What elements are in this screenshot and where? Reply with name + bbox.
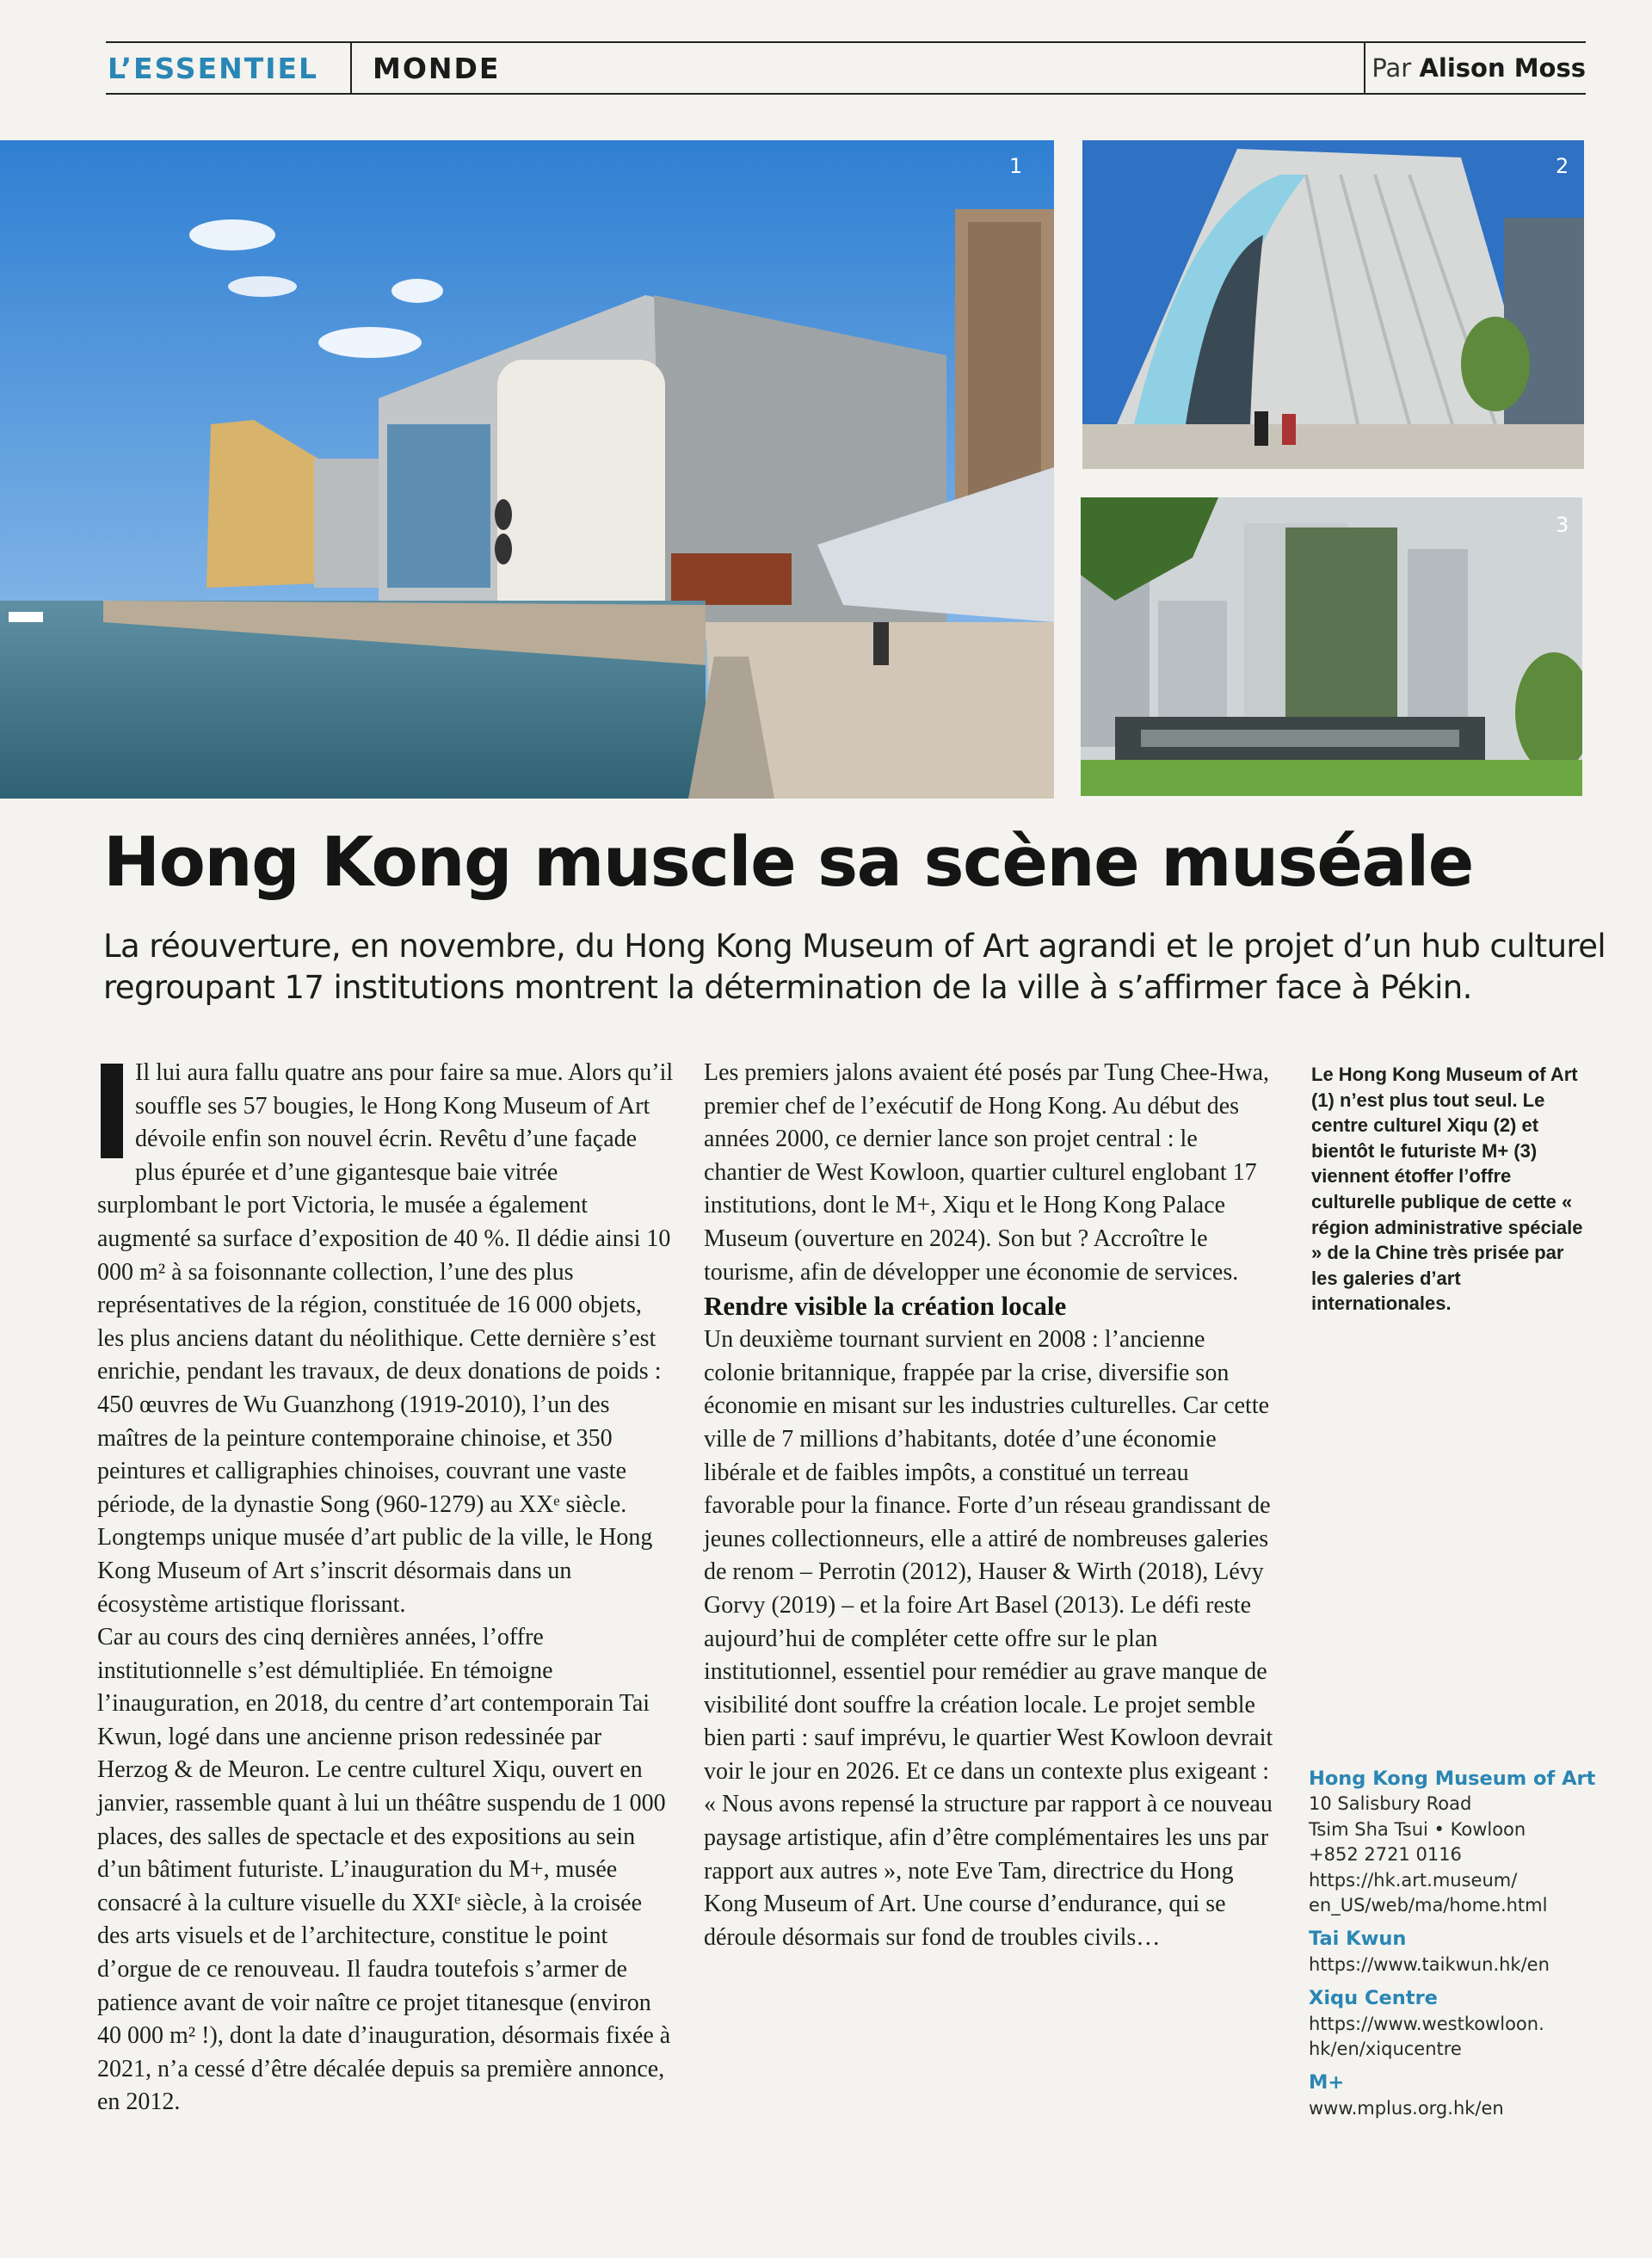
byline xyxy=(1372,53,1586,83)
photo-caption: Le Hong Kong Museum of Art (1) n’est plus tout seul. Le centre culturel Xiqu (2) et bientôt le futuriste M+ (3) viennent étoffer l’offre culturelle publique de cette « région administrative spéciale » de la Chine très prisée par les galeries d’art internationales. xyxy=(1311,1064,1583,1315)
info-address: Tsim Sha Tsui • Kowloon xyxy=(1309,1818,1526,1840)
body-paragraph: Car au cours des cinq dernières années, l’offre institutionnelle s’est démultipliée. En témoigne l’inauguration, en 2018, du centre d’art contemporain Tai Kwun, logé dans une ancienne prison redessinée par Herzog & de Meuron. Le centre culturel Xiqu, ouvert en janvier, rassemble quant à lui un théâtre suspendu de 1 000 places, des salles de spectacle et des expositions au sein d’un bâtiment futuriste. L’inauguration du M+, musée consacré à la culture visuelle du XXIᵉ siècle, à la croisée des arts visuels et de l’architecture, constitue le point d’orgue de ce renouveau. Il faudra toutefois s’armer de patience avant de voir naître ce projet titanesque (environ 40 000 m² !), dont la date d’inauguration, désormais fixée à 2021, n’a cessé d’être décalée depuis sa première annonce, en 2012. xyxy=(97,1624,671,2116)
rubric-label: L’ESSENTIEL xyxy=(108,52,319,85)
byline-prefix: Par xyxy=(1372,53,1412,83)
header-divider xyxy=(350,43,352,93)
museum-info-box xyxy=(1309,1767,1636,2130)
byline-author: Alison Moss xyxy=(1419,53,1586,83)
info-url: hk/en/xiqucentre xyxy=(1309,2039,1462,2060)
info-address: 10 Salisbury Road xyxy=(1309,1793,1472,1815)
info-hong-kong-museum-of-art xyxy=(1309,1767,1636,1918)
info-url: www.mplus.org.hk/en xyxy=(1309,2097,1504,2119)
article-subhead: Rendre visible la création locale xyxy=(704,1291,1067,1322)
photo-m-plus xyxy=(1081,497,1582,796)
body-paragraph: Il lui aura fallu quatre ans pour faire sa mue. Alors qu’il souffle ses 57 bougies, le Hong Kong Museum of Art dévoile enfin son nouvel écrin. Revêtu d’une façade plus épurée et d’une gigantesque baie vitrée surplombant le port Victoria, le musée a également augmenté sa surface d’exposition de 40 %. Il dédie ainsi 10 000 m² à sa foisonnante collection, l’une des plus représentatives de la région, constituée de 16 000 objets, les plus anciens datant du néolithique. Cette dernière s’est enrichie, pendant les travaux, de deux donations de poids : 450 œuvres de Wu Guanzhong (1919-2010), l’un des maîtres de la peinture contemporaine chinoise, et 350 peintures et calligraphies chinoises, couvrant une vaste période, de la dynastie Song (960-1279) au XXᵉ siècle. Longtemps unique musée d’art public de la ville, le Hong Kong Museum of Art s’inscrit désormais dans un écosystème artistique florissant. xyxy=(97,1059,674,1618)
photo-number: 2 xyxy=(1556,154,1569,178)
info-xiqu-centre xyxy=(1309,1986,1636,2062)
info-tai-kwun xyxy=(1309,1927,1636,1977)
page-header xyxy=(106,41,1586,95)
article-standfirst: La réouverture, en novembre, du Hong Kong Museum of Art agrandi et le projet d’un hub culturel regroupant 17 institutions montrent la détermination de la ville à s’affirmer face à Pékin. xyxy=(103,928,1606,1006)
photo-hong-kong-museum-of-art xyxy=(0,140,1054,799)
info-url: https://www.westkowloon. xyxy=(1309,2013,1544,2034)
info-url: https://hk.art.museum/ xyxy=(1309,1869,1518,1891)
info-url: en_US/web/ma/home.html xyxy=(1309,1895,1548,1916)
photo-xiqu-centre xyxy=(1082,140,1584,469)
photo-number: 3 xyxy=(1556,513,1569,537)
info-name: Hong Kong Museum of Art xyxy=(1309,1768,1596,1790)
body-paragraph: Les premiers jalons avaient été posés par Tung Chee-Hwa, premier chef de l’exécutif de Hong Kong. Au début des années 2000, ce dernier lance son projet central : le chantier de West Kowloon, quartier culturel englobant 17 institutions, dont le M+, Xiqu et le Hong Kong Palace Museum (ouverture en 2024). Son but ? Accroître le tourisme, afin de développer une économie de services. xyxy=(704,1059,1270,1286)
drop-cap xyxy=(101,1064,123,1158)
section-label: MONDE xyxy=(373,52,501,85)
info-name: Xiqu Centre xyxy=(1309,1987,1438,2010)
article-column-2 xyxy=(704,1057,1280,1954)
info-name: Tai Kwun xyxy=(1309,1928,1407,1951)
article-column-1 xyxy=(97,1057,674,2119)
info-url: https://www.taikwun.hk/en xyxy=(1309,1953,1550,1975)
photo-number: 1 xyxy=(1009,154,1023,178)
info-m-plus xyxy=(1309,2070,1636,2121)
header-divider xyxy=(1364,43,1365,93)
info-phone: +852 2721 0116 xyxy=(1309,1844,1462,1866)
info-name: M+ xyxy=(1309,2071,1345,2095)
article-headline: Hong Kong muscle sa scène muséale xyxy=(103,823,1473,902)
body-paragraph: Un deuxième tournant survient en 2008 : l’ancienne colonie britannique, frappée par la crise, diversifie son économie en misant sur les industries culturelles. Car cette ville de 7 millions d’habitants, dotée d’une économie libérale et de faibles impôts, a constitué un terreau favorable pour la finance. Forte d’un réseau grandissant de jeunes collectionneurs, elle a attiré de nombreuses galeries de renom – Perrotin (2012), Hauser & Wirth (2018), Lévy Gorvy (2019) – et la foire Art Basel (2013). Le défi reste aujourd’hui de compléter cette offre sur le plan institutionnel, essentiel pour remédier au grave manque de visibilité dont souffre la création locale. Le projet semble bien parti : sauf imprévu, le quartier West Kowloon devrait voir le jour en 2026. Et ce dans un contexte plus exigeant : « Nous avons repensé la structure par rapport à ce nouveau paysage artistique, afin d’être complémentaires les uns par rapport aux autres », note Eve Tam, directrice du Hong Kong Museum of Art. Une course d’endurance, qui se déroule désormais sur fond de troubles civils… xyxy=(704,1326,1273,1951)
